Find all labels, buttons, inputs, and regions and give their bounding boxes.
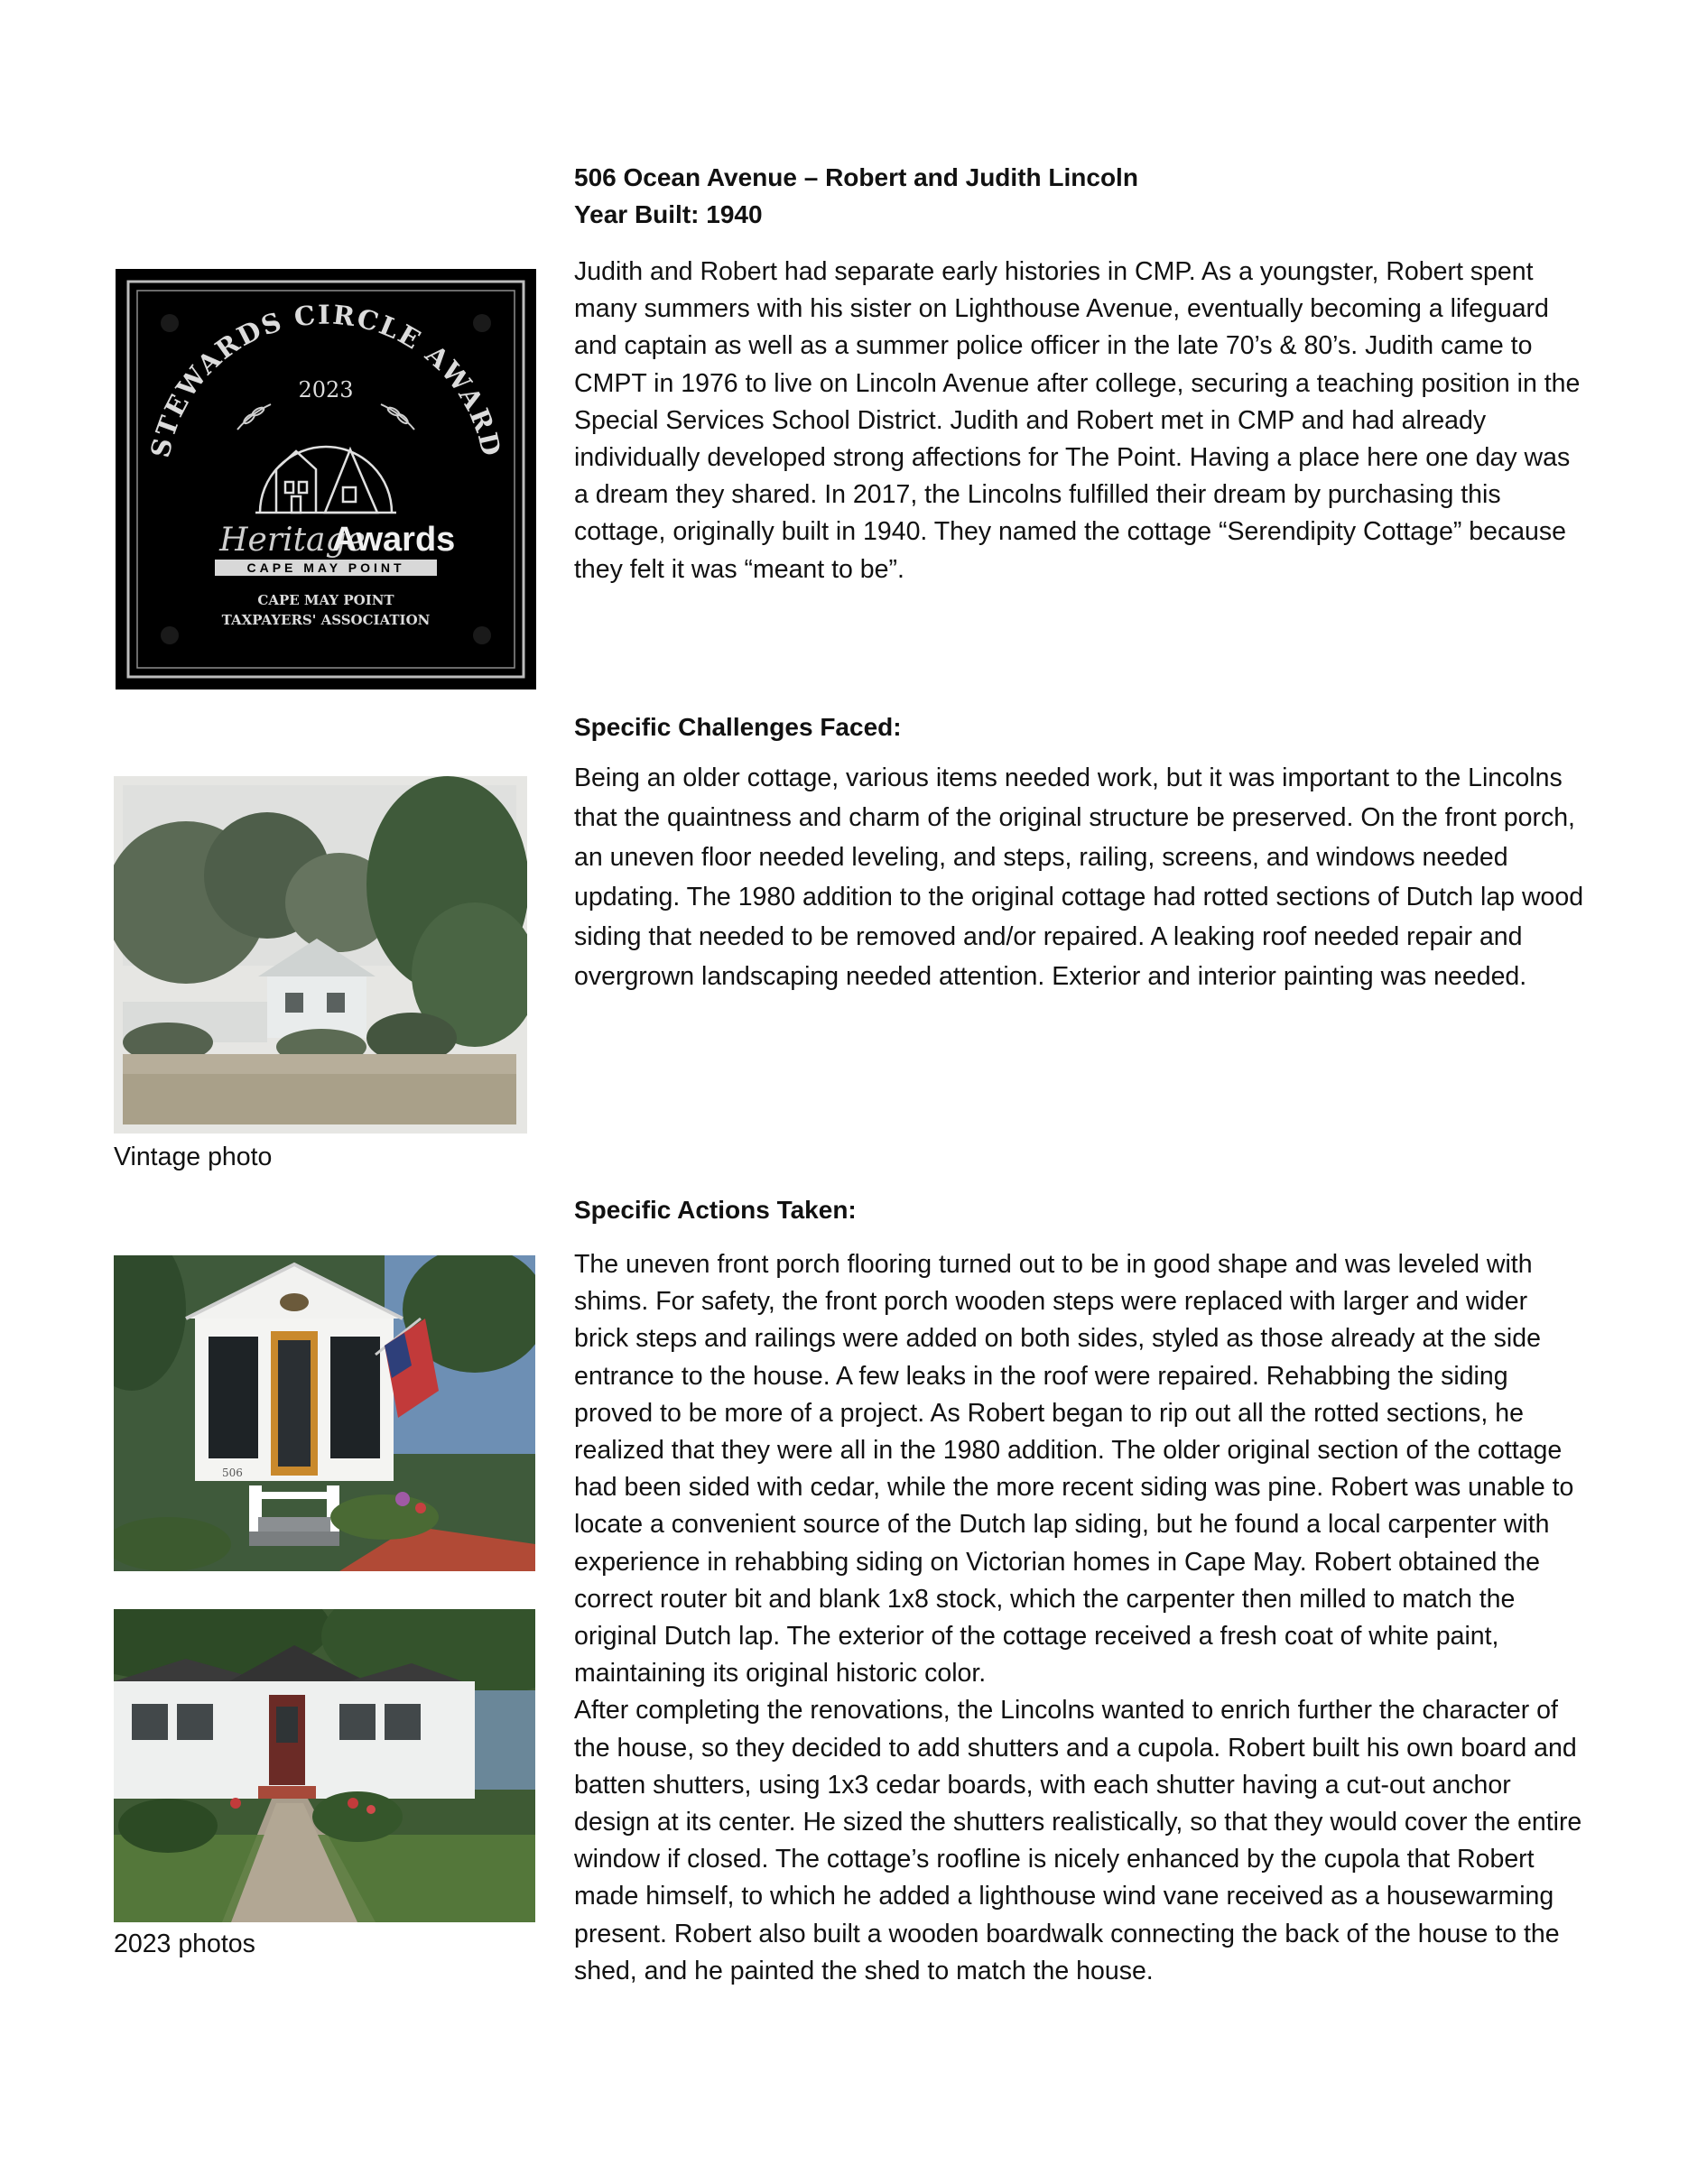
actions-heading: Specific Actions Taken: xyxy=(574,1196,857,1224)
screw-icon xyxy=(161,314,179,332)
actions-section xyxy=(574,1191,1585,1990)
page-title: 506 Ocean Avenue – Robert and Judith Lincoln xyxy=(574,163,1138,191)
house-photo-graphic xyxy=(114,1609,535,1922)
vintage-photo xyxy=(114,776,527,1134)
badge-awards-word: Awards xyxy=(331,521,456,559)
porch-photo xyxy=(114,1255,535,1571)
badge-arc-text: STEWARDS CIRCLE AWARD xyxy=(144,299,507,461)
house-photo xyxy=(114,1609,535,1922)
screw-icon xyxy=(161,626,179,644)
badge-org-line-1: CAPE MAY POINT xyxy=(257,592,394,608)
badge-org-line-2: TAXPAYERS' ASSOCIATION xyxy=(221,612,431,628)
challenges-paragraph: Being an older cottage, various items needed work, but it was important to the Lincolns that the quaintness and charm of the original structure be preserved. On the front porch, an uneven floor needed leveling, and steps, railing, screens, and windows needed updating. The 1980 addition to the original cottage had rotted sections of Dutch lap wood siding that needed to be removed and/or repaired. A leaking roof needed repair and overgrown landscaping needed attention. Exterior and interior painting was needed. xyxy=(574,763,1584,991)
title-block xyxy=(574,159,1585,233)
laurel-left-icon xyxy=(237,404,271,430)
badge-heritage-script: Heritage xyxy=(219,522,366,559)
vintage-photo-caption: Vintage photo xyxy=(114,1143,273,1171)
photos-caption: 2023 photos xyxy=(114,1930,255,1958)
actions-paragraph-2: After completing the renovations, the Lincolns wanted to enrich further the character of the house, so they decided to add shutters and a cupola. Robert built his own board and batten shutters, using 1x3 cedar boards, with each shutter having a cut-out anchor design at its center. He sized the shutters realistically, so that they would cover the entire window if closed. The cottage’s roofline is nicely enhanced by the cupola that Robert made himself, to which he added a lighthouse wind vane received as a housewarming present. Robert also built a wooden boardwalk connecting the back of the house to the shed, and he painted the shed to match the house. xyxy=(574,1696,1582,1985)
intro-section xyxy=(574,254,1585,588)
porch-house-number: 506 xyxy=(222,1467,243,1479)
vintage-photo-graphic xyxy=(114,776,527,1134)
porch-photo-graphic xyxy=(114,1255,535,1571)
screw-icon xyxy=(473,314,491,332)
badge-location: CAPE MAY POINT xyxy=(246,560,405,575)
intro-paragraph: Judith and Robert had separate early histories in CMP. As a youngster, Robert spent many summers with his sister on Lighthouse Avenue, eventually becoming a lifeguard and captain as well as a summer police officer in the late 70’s & 80’s. Judith came to CMPT in 1976 to live on Lincoln Avenue after college, securing a teaching position in the Special Services School District. Judith and Robert met in CMP and had already individually developed strong affections for The Point. Having a place here one day was a dream they shared. In 2017, the Lincolns fulfilled their dream by purchasing this cottage, originally built in 1940. They named the cottage “Serendipity Cottage” because they felt it was “meant to be”. xyxy=(574,257,1581,584)
year-built: Year Built: 1940 xyxy=(574,200,763,228)
screw-icon xyxy=(473,626,491,644)
award-badge-image xyxy=(116,269,536,689)
cottages-icon xyxy=(255,447,396,513)
challenges-heading: Specific Challenges Faced: xyxy=(574,713,902,741)
challenges-section xyxy=(574,708,1585,996)
badge-year: 2023 xyxy=(298,377,354,403)
actions-paragraph-1: The uneven front porch flooring turned out to be in good shape and was leveled with shims. For safety, the front porch wooden steps were replaced with larger and wider brick steps and railings were added on both sides, styled as those already at the side entrance to the house. A few leaks in the roof were repaired. Rehabbing the siding proved to be more of a project. As Robert began to rip out all the rotted sections, he realized that they were all in the 1980 addition. The older original section of the cottage had been sided with cedar, while the more recent siding was pine. Robert was unable to locate a convenient source of the Dutch lap siding, but he found a local carpenter with experience in rehabbing siding on Victorian homes in Cape May. Robert obtained the correct router bit and blank 1x8 stock, which the carpenter then milled to match the original Dutch lap. The exterior of the cottage received a fresh coat of white paint, maintaining its original historic color. xyxy=(574,1250,1574,1689)
award-badge-graphic xyxy=(116,269,536,689)
laurel-right-icon xyxy=(381,404,414,430)
